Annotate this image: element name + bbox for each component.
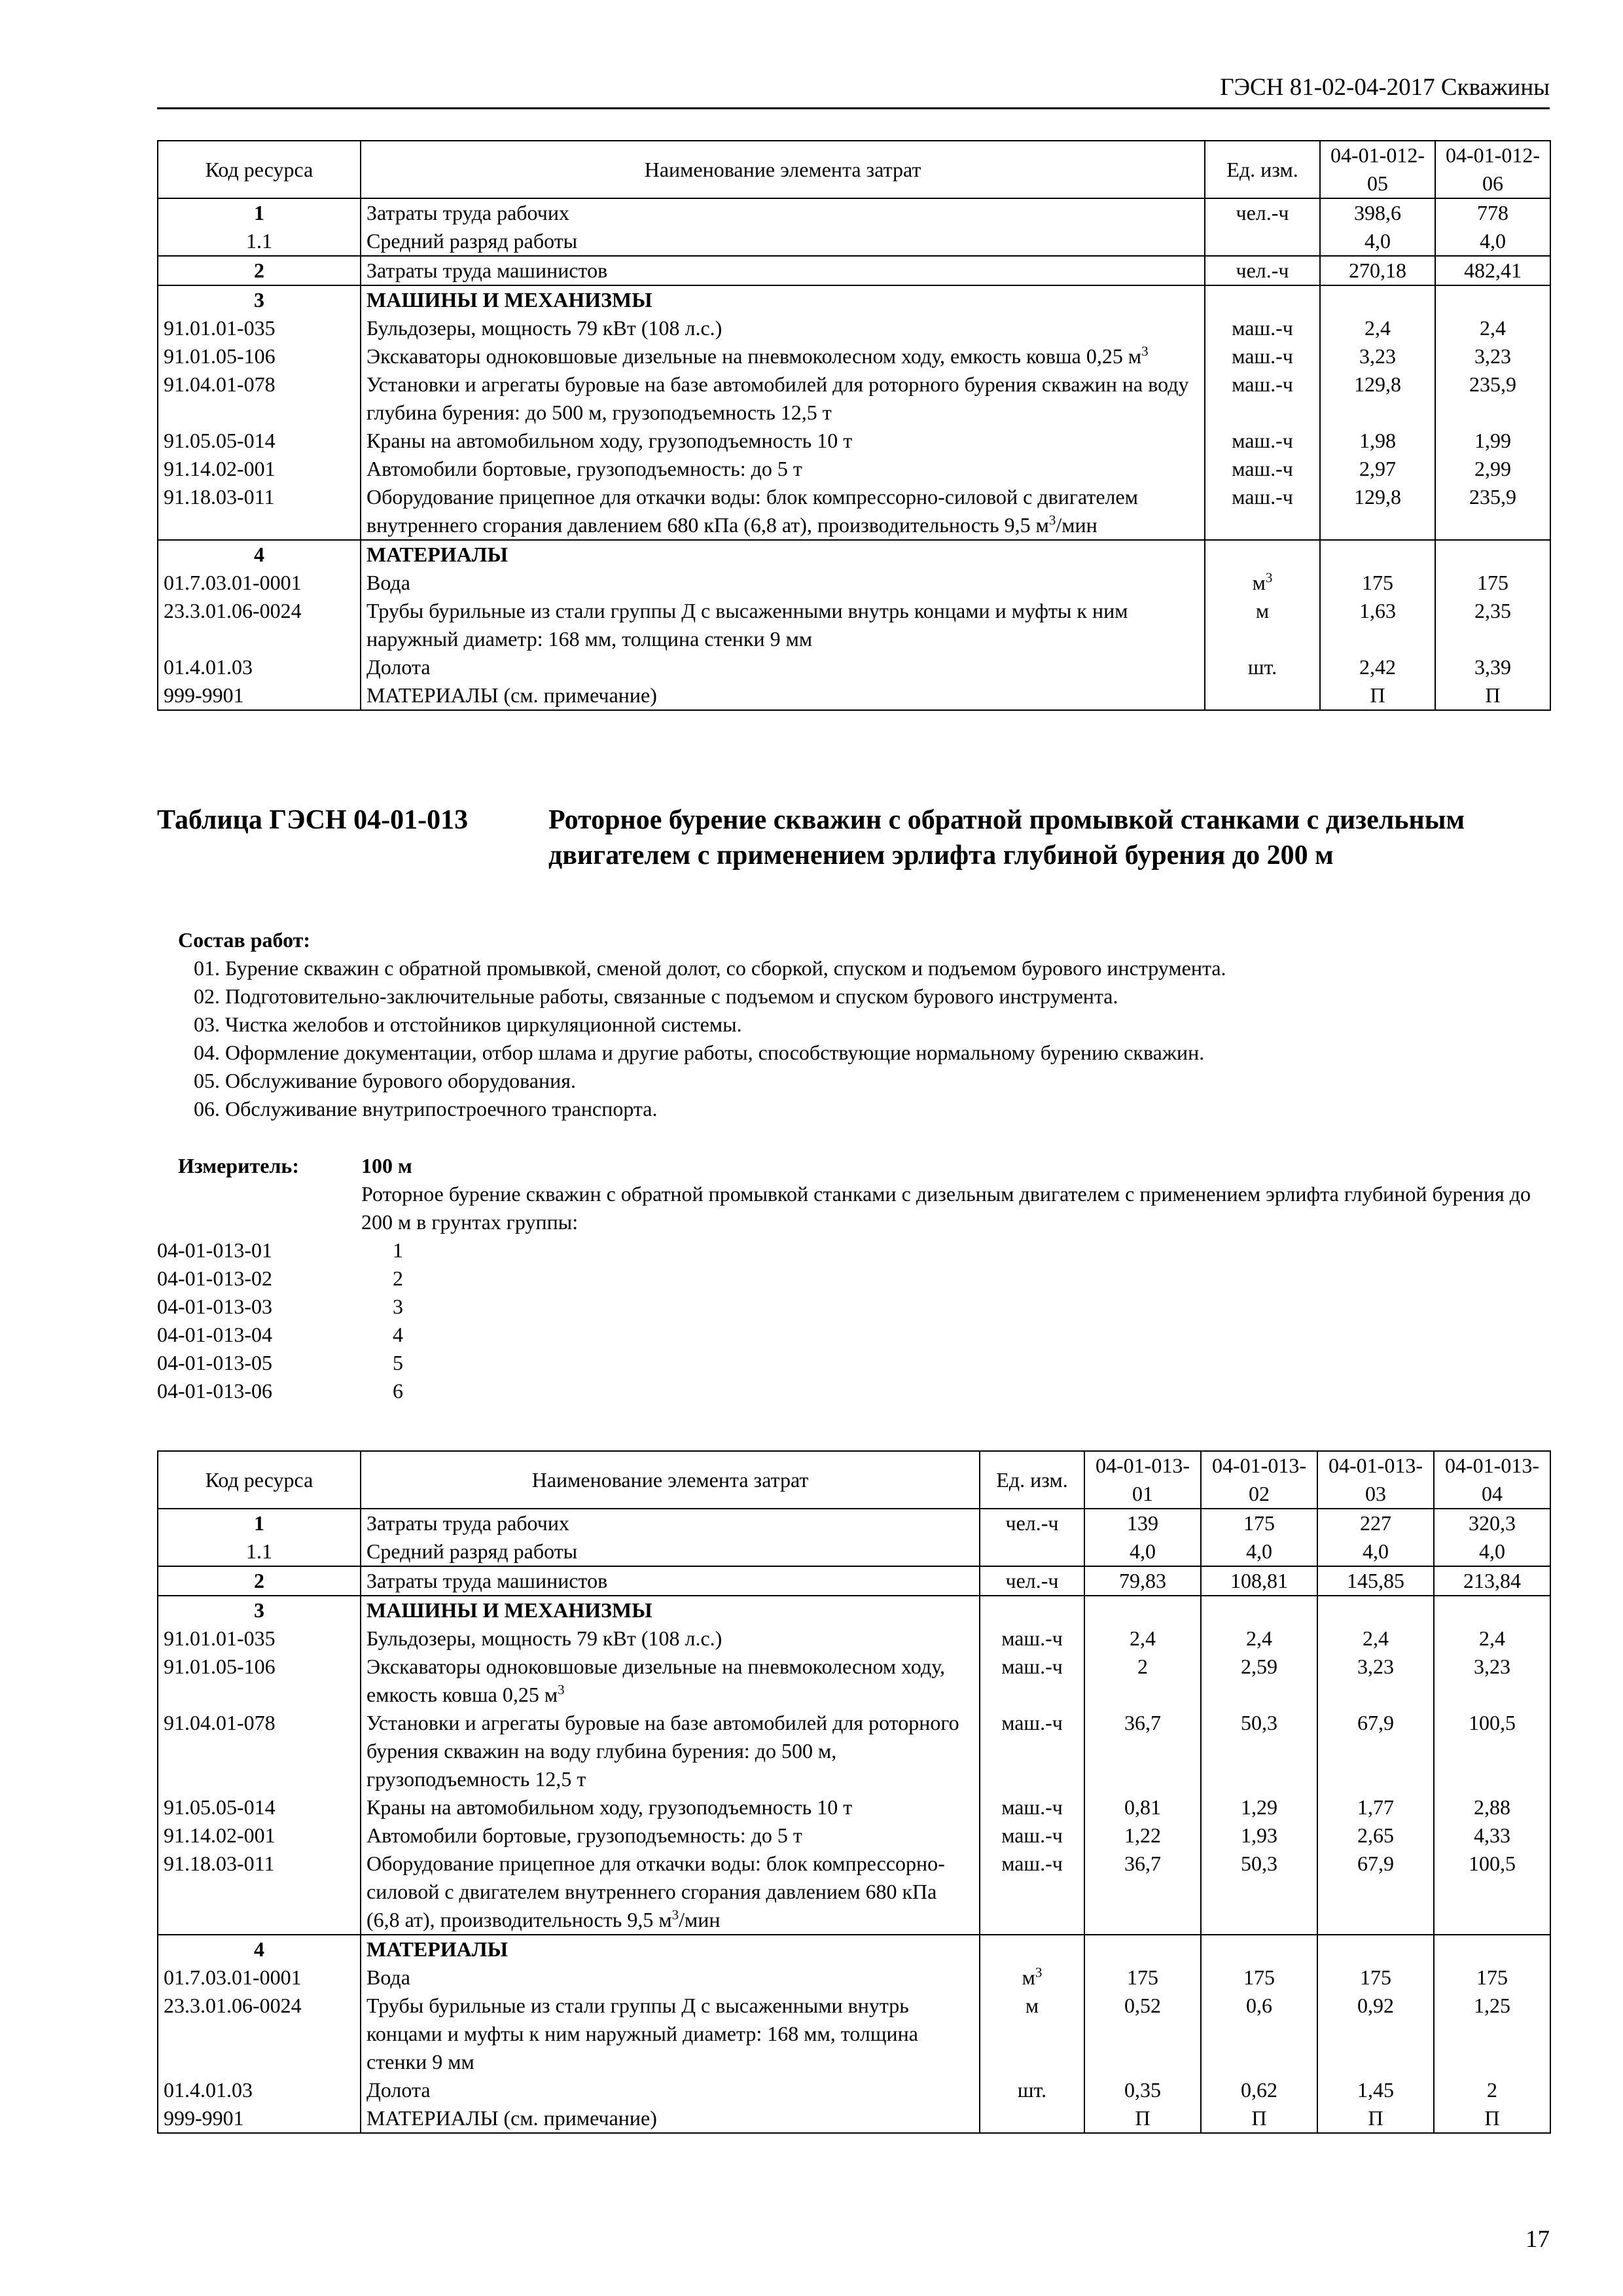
row-value: [1084, 1596, 1201, 1624]
row-unit: маш.-ч: [1205, 314, 1320, 342]
row-name: Краны на автомобильном ходу, грузоподъемность 10 т: [361, 427, 1205, 455]
table-header-row: [158, 1451, 1550, 1509]
header-col: 04-01-013-01: [1084, 1451, 1201, 1509]
row-value: 2,4: [1434, 1624, 1550, 1653]
table-row: [158, 1624, 1550, 1653]
list-item: 02. Подготовительно-заключительные работы, связанные с подъемом и спуском бурового инструмента.: [194, 984, 1118, 1008]
row-value: 175: [1435, 569, 1550, 597]
row-name-suffix: /мин: [679, 1908, 721, 1931]
list-item: 05. Обслуживание бурового оборудования.: [194, 1069, 576, 1092]
header-col: 04-01-013-04: [1434, 1451, 1550, 1509]
soil-group: 3: [393, 1295, 403, 1318]
row-value: П: [1084, 2104, 1201, 2133]
norm-code: 04-01-013-06: [157, 1379, 272, 1403]
row-value: 4,0: [1317, 1537, 1434, 1566]
row-value: 2,42: [1320, 653, 1435, 681]
row-value: 2,88: [1434, 1793, 1550, 1821]
row-value: 108,81: [1201, 1566, 1317, 1596]
row-code: 91.14.02-001: [158, 1821, 361, 1850]
row-name: [361, 1653, 980, 1709]
table-row: [158, 2076, 1550, 2104]
row-name-suffix: /мин: [1056, 513, 1097, 537]
row-unit: маш.-ч: [980, 1653, 1084, 1709]
table-row: [158, 653, 1550, 681]
row-value: П: [1434, 2104, 1550, 2133]
header-unit: Ед. изм.: [980, 1451, 1084, 1509]
row-name-text: Экскаваторы одноковшовые дизельные на пневмоколесном ходу, емкость ковша 0,25 м: [366, 344, 1142, 368]
norm-code: 04-01-013-02: [157, 1266, 272, 1290]
row-value: [1320, 540, 1435, 569]
row-value: 2,4: [1317, 1624, 1434, 1653]
row-unit: м: [980, 1992, 1084, 2076]
row-value: 0,35: [1084, 2076, 1201, 2104]
row-value: [1434, 1596, 1550, 1624]
superscript: 3: [671, 1907, 679, 1923]
row-value: 235,9: [1435, 483, 1550, 540]
row-name: Долота: [361, 653, 1205, 681]
row-name: Автомобили бортовые, грузоподъемность: до 5 т: [361, 455, 1205, 483]
list-item: 01. Бурение скважин с обратной промывкой, сменой долот, со сборкой, спуском и подъемом бурового инструмента.: [194, 956, 1226, 980]
norm-codes-list: [157, 1236, 432, 1405]
soil-group: 2: [393, 1266, 403, 1290]
row-name: [361, 483, 1205, 540]
row-unit: маш.-ч: [980, 1850, 1084, 1935]
table-row: [158, 483, 1550, 540]
row-value: 1,22: [1084, 1821, 1201, 1850]
table-row: [158, 540, 1550, 569]
soil-group: 6: [393, 1379, 403, 1403]
row-code: 01.7.03.01-0001: [158, 1964, 361, 1992]
row-value: [1435, 540, 1550, 569]
row-unit: [1205, 569, 1320, 597]
row-code: 91.18.03-011: [158, 1850, 361, 1935]
row-value: [1201, 1596, 1317, 1624]
row-value: 2,4: [1320, 314, 1435, 342]
row-name: МАТЕРИАЛЫ: [361, 540, 1205, 569]
row-value: 139: [1084, 1509, 1201, 1537]
row-value: 3,23: [1320, 342, 1435, 370]
table-row: [158, 427, 1550, 455]
row-name-text: Экскаваторы одноковшовые дизельные на пневмоколесном ходу, емкость ковша 0,25 м: [366, 1655, 946, 1706]
row-unit: [980, 1537, 1084, 1566]
row-value: 3,23: [1435, 342, 1550, 370]
row-name: Средний разряд работы: [361, 227, 1205, 256]
row-code: 91.01.01-035: [158, 314, 361, 342]
row-unit: чел.-ч: [980, 1509, 1084, 1537]
header-name: Наименование элемента затрат: [361, 1451, 980, 1509]
row-name: Краны на автомобильном ходу, грузоподъемность 10 т: [361, 1793, 980, 1821]
row-value: 175: [1434, 1964, 1550, 1992]
table-row: [158, 1709, 1550, 1793]
table-row: [158, 1793, 1550, 1821]
row-name: Автомобили бортовые, грузоподъемность: до 5 т: [361, 1821, 980, 1850]
row-code: 4: [158, 540, 361, 569]
row-value: 2,4: [1084, 1624, 1201, 1653]
row-value: 50,3: [1201, 1850, 1317, 1935]
row-value: 129,8: [1320, 370, 1435, 427]
row-value: П: [1201, 2104, 1317, 2133]
resource-table-012: [157, 140, 1551, 711]
row-code: 2: [158, 1566, 361, 1596]
row-unit: чел.-ч: [1205, 256, 1320, 285]
row-name: Затраты труда рабочих: [361, 1509, 980, 1537]
row-value: 129,8: [1320, 483, 1435, 540]
soil-group: 5: [393, 1351, 403, 1374]
superscript: 3: [1048, 512, 1056, 528]
table-row: [158, 256, 1550, 285]
row-unit: маш.-ч: [1205, 370, 1320, 427]
row-unit: м: [1205, 597, 1320, 653]
measure-unit: 100 м: [361, 1154, 412, 1177]
table-row: [158, 1596, 1550, 1624]
row-value: 2,99: [1435, 455, 1550, 483]
row-value: 398,6: [1320, 198, 1435, 227]
row-name: Вода: [361, 569, 1205, 597]
row-name: Вода: [361, 1964, 980, 1992]
row-value: 1,25: [1434, 1992, 1550, 2076]
row-value: [1317, 1935, 1434, 1964]
row-value: 175: [1201, 1964, 1317, 1992]
row-unit: маш.-ч: [1205, 427, 1320, 455]
table-row: [158, 597, 1550, 653]
row-value: 1,98: [1320, 427, 1435, 455]
table-row: [158, 569, 1550, 597]
row-value: 270,18: [1320, 256, 1435, 285]
measure-description: Роторное бурение скважин с обратной промывкой станками с дизельным двигателем с применением эрлифта глубиной бурения до 200 м в грунтах группы:: [361, 1182, 1531, 1234]
row-unit: чел.-ч: [1205, 198, 1320, 227]
row-value: 235,9: [1435, 370, 1550, 427]
table-row: [158, 1964, 1550, 1992]
header-name: Наименование элемента затрат: [361, 141, 1205, 198]
list-item: 06. Обслуживание внутрипостроечного транспорта.: [194, 1097, 658, 1121]
row-name: Затраты труда рабочих: [361, 198, 1205, 227]
row-name: МАТЕРИАЛЫ: [361, 1935, 980, 1964]
table-row: [158, 1850, 1550, 1935]
row-code: 1.1: [158, 1537, 361, 1566]
row-value: [1201, 1935, 1317, 1964]
row-name: Трубы бурильные из стали группы Д с высаженными внутрь концами и муфты к ним наружный диаметр: 168 мм, толщина стенки 9 мм: [361, 597, 1205, 653]
row-value: [1435, 285, 1550, 314]
measure-label: Измеритель:: [178, 1154, 299, 1177]
header-unit: Ед. изм.: [1205, 141, 1320, 198]
table-header-row: [158, 141, 1550, 198]
list-item: 03. Чистка желобов и отстойников циркуляционной системы.: [194, 1013, 742, 1036]
row-name: [361, 342, 1205, 370]
row-code: 01.4.01.03: [158, 653, 361, 681]
header-col: 04-01-013-03: [1317, 1451, 1434, 1509]
superscript: 3: [1265, 569, 1273, 586]
soil-group: 1: [393, 1238, 403, 1262]
row-code: 91.01.05-106: [158, 1653, 361, 1709]
row-code: 91.01.05-106: [158, 342, 361, 370]
table-row: [158, 681, 1550, 710]
unit-text: м: [1022, 1965, 1035, 1989]
superscript: 3: [558, 1681, 565, 1698]
table-row: [158, 1537, 1550, 1566]
row-value: 2,65: [1317, 1821, 1434, 1850]
table-row: [158, 227, 1550, 256]
row-value: 2,97: [1320, 455, 1435, 483]
row-value: 67,9: [1317, 1850, 1434, 1935]
row-unit: шт.: [1205, 653, 1320, 681]
row-value: 2,4: [1201, 1624, 1317, 1653]
row-value: 1,99: [1435, 427, 1550, 455]
norm-code: 04-01-013-03: [157, 1295, 272, 1318]
table-row: [158, 314, 1550, 342]
row-code: 91.04.01-078: [158, 1709, 361, 1793]
row-value: 2,35: [1435, 597, 1550, 653]
row-unit: [1205, 540, 1320, 569]
row-value: 67,9: [1317, 1709, 1434, 1793]
list-item: [157, 1349, 432, 1377]
row-unit: маш.-ч: [980, 1793, 1084, 1821]
table-row: [158, 285, 1550, 314]
row-code: 23.3.01.06-0024: [158, 597, 361, 653]
row-code: 2: [158, 256, 361, 285]
row-value: 3,23: [1434, 1653, 1550, 1709]
row-unit: чел.-ч: [980, 1566, 1084, 1596]
row-value: 50,3: [1201, 1709, 1317, 1793]
row-unit: [980, 1964, 1084, 1992]
row-value: П: [1317, 2104, 1434, 2133]
row-code: 23.3.01.06-0024: [158, 1992, 361, 2076]
row-name: МАТЕРИАЛЫ (см. примечание): [361, 681, 1205, 710]
list-item: [157, 1321, 432, 1349]
row-value: 2: [1434, 2076, 1550, 2104]
row-name: [361, 1850, 980, 1935]
header-col: 04-01-013-02: [1201, 1451, 1317, 1509]
row-value: 4,33: [1434, 1821, 1550, 1850]
row-code: 1: [158, 198, 361, 227]
row-code: 91.14.02-001: [158, 455, 361, 483]
row-value: 4,0: [1201, 1537, 1317, 1566]
row-unit: шт.: [980, 2076, 1084, 2104]
row-value: 36,7: [1084, 1850, 1201, 1935]
row-unit: маш.-ч: [1205, 342, 1320, 370]
table-row: [158, 198, 1550, 227]
row-unit: маш.-ч: [980, 1624, 1084, 1653]
row-code: 1.1: [158, 227, 361, 256]
row-name: МАШИНЫ И МЕХАНИЗМЫ: [361, 1596, 980, 1624]
row-unit: [980, 1596, 1084, 1624]
list-item: [157, 1265, 432, 1293]
table-row: [158, 1653, 1550, 1709]
row-value: [1084, 1935, 1201, 1964]
row-unit: [980, 2104, 1084, 2133]
superscript: 3: [1141, 343, 1149, 359]
row-value: [1320, 285, 1435, 314]
row-value: 4,0: [1435, 227, 1550, 256]
row-value: 4,0: [1320, 227, 1435, 256]
row-value: П: [1320, 681, 1435, 710]
table-row: [158, 1509, 1550, 1537]
row-value: 0,62: [1201, 2076, 1317, 2104]
row-value: 320,3: [1434, 1509, 1550, 1537]
row-code: 3: [158, 285, 361, 314]
row-value: 4,0: [1434, 1537, 1550, 1566]
row-value: 175: [1201, 1509, 1317, 1537]
works-list: [194, 954, 1226, 1123]
row-value: 1,45: [1317, 2076, 1434, 2104]
header-col: 04-01-012-05: [1320, 141, 1435, 198]
row-value: 175: [1084, 1964, 1201, 1992]
table-row: [158, 342, 1550, 370]
norm-code: 04-01-013-04: [157, 1323, 272, 1346]
row-name: Средний разряд работы: [361, 1537, 980, 1566]
unit-text: м: [1252, 571, 1266, 594]
row-value: 2,59: [1201, 1653, 1317, 1709]
row-unit: [1205, 227, 1320, 256]
row-code: 91.18.03-011: [158, 483, 361, 540]
row-value: 4,0: [1084, 1537, 1201, 1566]
row-unit: маш.-ч: [1205, 483, 1320, 540]
row-value: 0,52: [1084, 1992, 1201, 2076]
row-value: 227: [1317, 1509, 1434, 1537]
header-title: ГЭСН 81-02-04-2017 Скважины: [1220, 74, 1550, 101]
row-value: 2: [1084, 1653, 1201, 1709]
table-row: [158, 2104, 1550, 2133]
row-code: 91.04.01-078: [158, 370, 361, 427]
row-value: 213,84: [1434, 1566, 1550, 1596]
norm-code: 04-01-013-05: [157, 1351, 272, 1374]
row-value: 482,41: [1435, 256, 1550, 285]
row-code: 1: [158, 1509, 361, 1537]
row-code: 999-9901: [158, 681, 361, 710]
header-code: Код ресурса: [158, 1451, 361, 1509]
row-unit: [1205, 681, 1320, 710]
row-unit: [1205, 285, 1320, 314]
row-value: 100,5: [1434, 1850, 1550, 1935]
row-code: 01.4.01.03: [158, 2076, 361, 2104]
row-value: 3,23: [1317, 1653, 1434, 1709]
table-row: [158, 370, 1550, 427]
row-value: 1,63: [1320, 597, 1435, 653]
row-name-text: Оборудование прицепное для откачки воды: блок компрессорно-силовой с двигателем внутреннего сгорания давлением 680 кПа (6,8 ат), производительность 9,5 м: [366, 485, 1138, 537]
superscript: 3: [1035, 1964, 1043, 1981]
row-name: Трубы бурильные из стали группы Д с высаженными внутрь концами и муфты к ним наружный диаметр: 168 мм, толщина стенки 9 мм: [361, 1992, 980, 2076]
table-title: Роторное бурение скважин с обратной промывкой станками с дизельным двигателем с применением эрлифта глубиной бурения до 200 м: [548, 805, 1465, 870]
row-name: Бульдозеры, мощность 79 кВт (108 л.с.): [361, 1624, 980, 1653]
row-name: МАШИНЫ И МЕХАНИЗМЫ: [361, 285, 1205, 314]
row-code: 3: [158, 1596, 361, 1624]
table-row: [158, 1935, 1550, 1964]
row-name: Долота: [361, 2076, 980, 2104]
row-value: 175: [1317, 1964, 1434, 1992]
row-unit: маш.-ч: [1205, 455, 1320, 483]
header-col: 04-01-012-06: [1435, 141, 1550, 198]
row-name: Затраты труда машинистов: [361, 1566, 980, 1596]
row-value: 778: [1435, 198, 1550, 227]
header-divider: [157, 107, 1550, 109]
row-value: 1,93: [1201, 1821, 1317, 1850]
table-row: [158, 1566, 1550, 1596]
row-value: П: [1435, 681, 1550, 710]
table-row: [158, 1821, 1550, 1850]
row-unit: [980, 1935, 1084, 1964]
row-name: Бульдозеры, мощность 79 кВт (108 л.с.): [361, 314, 1205, 342]
row-value: 175: [1320, 569, 1435, 597]
row-value: [1317, 1596, 1434, 1624]
norm-code: 04-01-013-01: [157, 1238, 272, 1262]
row-value: 79,83: [1084, 1566, 1201, 1596]
row-value: 100,5: [1434, 1709, 1550, 1793]
list-item: [157, 1236, 432, 1265]
row-name: Установки и агрегаты буровые на базе автомобилей для роторного бурения скважин на воду глубина бурения: до 500 м, грузоподъемность 12,5 т: [361, 1709, 980, 1793]
row-unit: маш.-ч: [980, 1821, 1084, 1850]
row-name: МАТЕРИАЛЫ (см. примечание): [361, 2104, 980, 2133]
row-value: 3,39: [1435, 653, 1550, 681]
page-number: 17: [1525, 2226, 1550, 2253]
table-row: [158, 455, 1550, 483]
row-value: [1434, 1935, 1550, 1964]
list-item: 04. Оформление документации, отбор шлама и другие работы, способствующие нормальному бурению скважин.: [194, 1041, 1205, 1064]
row-value: 36,7: [1084, 1709, 1201, 1793]
row-value: 0,81: [1084, 1793, 1201, 1821]
resource-table-013: [157, 1450, 1551, 2134]
row-code: 999-9901: [158, 2104, 361, 2133]
list-item: [157, 1293, 432, 1321]
row-value: 1,77: [1317, 1793, 1434, 1821]
list-item: [157, 1377, 432, 1405]
row-value: 1,29: [1201, 1793, 1317, 1821]
row-value: 0,92: [1317, 1992, 1434, 2076]
row-name: Установки и агрегаты буровые на базе автомобилей для роторного бурения скважин на воду глубина бурения: до 500 м, грузоподъемность 12,5 т: [361, 370, 1205, 427]
row-code: 4: [158, 1935, 361, 1964]
row-code: 91.05.05-014: [158, 1793, 361, 1821]
row-code: 01.7.03.01-0001: [158, 569, 361, 597]
works-title: Состав работ:: [178, 928, 311, 952]
table-row: [158, 1992, 1550, 2076]
header-code: Код ресурса: [158, 141, 361, 198]
row-name: Затраты труда машинистов: [361, 256, 1205, 285]
table-label: Таблица ГЭСН 04-01-013: [157, 805, 469, 835]
row-value: 145,85: [1317, 1566, 1434, 1596]
row-value: 2,4: [1435, 314, 1550, 342]
row-code: 91.01.01-035: [158, 1624, 361, 1653]
row-value: 0,6: [1201, 1992, 1317, 2076]
row-unit: маш.-ч: [980, 1709, 1084, 1793]
soil-group: 4: [393, 1323, 403, 1346]
row-name-text: Оборудование прицепное для откачки воды: блок компрессорно-силовой с двигателем внутреннего сгорания давлением 680 кПа (6,8 ат), производительность 9,5 м: [366, 1852, 945, 1931]
row-code: 91.05.05-014: [158, 427, 361, 455]
